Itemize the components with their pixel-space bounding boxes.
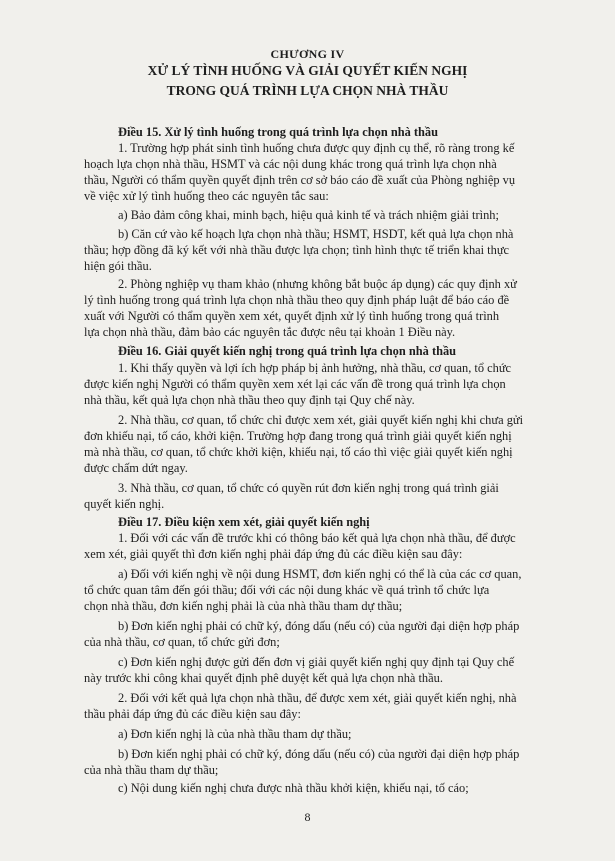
text-line: hiện gói thầu. — [84, 259, 152, 273]
text-line: 1. Khi thấy quyền và lợi ích hợp pháp bị ảnh hưởng, nhà thầu, cơ quan, tổ chức — [118, 361, 512, 375]
text-line: a) Bảo đảm công khai, minh bạch, hiệu quả kinh tế và trách nhiệm giải trình; — [118, 208, 499, 222]
text-line: lựa chọn nhà thầu, đảm bảo các nguyên tắc được nêu tại khoản 1 Điều này. — [84, 325, 456, 339]
text-line: thầu phải đáp ứng đủ các điều kiện sau đây: — [84, 707, 301, 721]
text-line: về việc xử lý tình huống theo các nguyên tắc sau: — [84, 189, 329, 203]
text-line: thầu, Người có thẩm quyền quyết định trên cơ sở báo cáo đề xuất của Phòng nghiệp vụ — [84, 173, 516, 187]
text-line: của nhà thầu, cơ quan, tổ chức gửi đơn; — [84, 635, 280, 649]
text-line: 1. Trường hợp phát sinh tình huống chưa được quy định cụ thể, rõ ràng trong kế — [118, 141, 515, 155]
text-line: lý tình huống trong quá trình lựa chọn nhà thầu theo quy định pháp luật để báo cáo đề — [84, 293, 510, 307]
text-line: nhà thầu, kết quả lựa chọn nhà thầu theo quy định tại Quy chế này. — [84, 393, 415, 407]
text-line: thầu; hợp đồng đã ký kết với nhà thầu được lựa chọn; tình hình thực tế triển khai thực — [84, 243, 510, 257]
text-line: 2. Nhà thầu, cơ quan, tổ chức chỉ được xem xét, giải quyết kiến nghị khi chưa gửi — [118, 413, 524, 427]
text-line: b) Căn cứ vào kế hoạch lựa chọn nhà thầu; HSMT, HSDT, kết quả lựa chọn nhà — [118, 227, 514, 241]
text-line: a) Đơn kiến nghị là của nhà thầu tham dự thầu; — [118, 727, 352, 741]
chapter-title-line-1: XỬ LÝ TÌNH HUỐNG VÀ GIẢI QUYẾT KIẾN NGHỊ — [147, 63, 468, 78]
text-line: 3. Nhà thầu, cơ quan, tổ chức có quyền rút đơn kiến nghị trong quá trình giải — [118, 481, 499, 495]
article-16-heading: Điều 16. Giải quyết kiến nghị trong quá trình lựa chọn nhà thầu — [118, 344, 457, 358]
text-line: quyết kiến nghị. — [84, 497, 165, 511]
text-line: đơn khiếu nại, tố cáo, khởi kiện. Trường hợp đang trong quá trình giải quyết kiến nghị — [84, 429, 512, 443]
page-number: 8 — [304, 810, 311, 824]
text-line: b) Đơn kiến nghị phải có chữ ký, đóng dấu (nếu có) của người đại diện hợp pháp — [118, 747, 520, 761]
text-line: c) Đơn kiến nghị được gửi đến đơn vị giải quyết kiến nghị quy định tại Quy chế — [118, 655, 515, 669]
text-line: được kiến nghị Người có thẩm quyền xem xét lại các vấn đề trong quá trình lựa chọn — [84, 377, 506, 391]
text-line: của nhà thầu tham dự thầu; — [84, 763, 219, 777]
text-line: mà nhà thầu, cơ quan, tổ chức khởi kiện, khiếu nại, tố cáo thì việc giải quyết kiến nghị — [84, 445, 513, 459]
article-17-heading: Điều 17. Điều kiện xem xét, giải quyết kiến nghị — [118, 515, 370, 529]
chapter-number: CHƯƠNG IV — [270, 47, 345, 61]
text-line: hoạch lựa chọn nhà thầu, HSMT và các nội dung khác trong quá trình lựa chọn nhà — [84, 157, 497, 171]
text-line: a) Đối với kiến nghị về nội dung HSMT, đơn kiến nghị có thể là của các cơ quan, — [118, 567, 522, 581]
text-line: 2. Phòng nghiệp vụ tham khảo (nhưng không bắt buộc áp dụng) các quy định xử — [118, 277, 517, 291]
article-15-heading: Điều 15. Xử lý tình huống trong quá trình lựa chọn nhà thầu — [118, 125, 439, 139]
text-line: chọn nhà thầu, đơn kiến nghị phải là của nhà thầu tham dự thầu; — [84, 599, 403, 613]
text-line: b) Đơn kiến nghị phải có chữ ký, đóng dấu (nếu có) của người đại diện hợp pháp — [118, 619, 520, 633]
text-line: được chấm dứt ngay. — [84, 461, 188, 475]
text-line: 1. Đối với các vấn đề trước khi có thông báo kết quả lựa chọn nhà thầu, để được — [118, 531, 516, 545]
text-line: xem xét, giải quyết thì đơn kiến nghị phải đáp ứng đủ các điều kiện sau đây: — [84, 547, 463, 561]
text-line: c) Nội dung kiến nghị chưa được nhà thầu khởi kiện, khiếu nại, tố cáo; — [118, 781, 469, 795]
text-line: này trước khi công khai quyết định phê duyệt kết quả lựa chọn nhà thầu. — [84, 671, 443, 685]
text-line: tổ chức quan tâm đến gói thầu; đối với các nội dung khác về quá trình tổ chức lựa — [84, 583, 490, 597]
chapter-title-line-2: TRONG QUÁ TRÌNH LỰA CHỌN NHÀ THẦU — [166, 83, 449, 98]
text-line: xuất với Người có thẩm quyền xem xét, quyết định xử lý tình huống trong quá trình — [84, 309, 500, 323]
text-line: 2. Đối với kết quả lựa chọn nhà thầu, để được xem xét, giải quyết kiến nghị, nhà — [118, 691, 517, 705]
